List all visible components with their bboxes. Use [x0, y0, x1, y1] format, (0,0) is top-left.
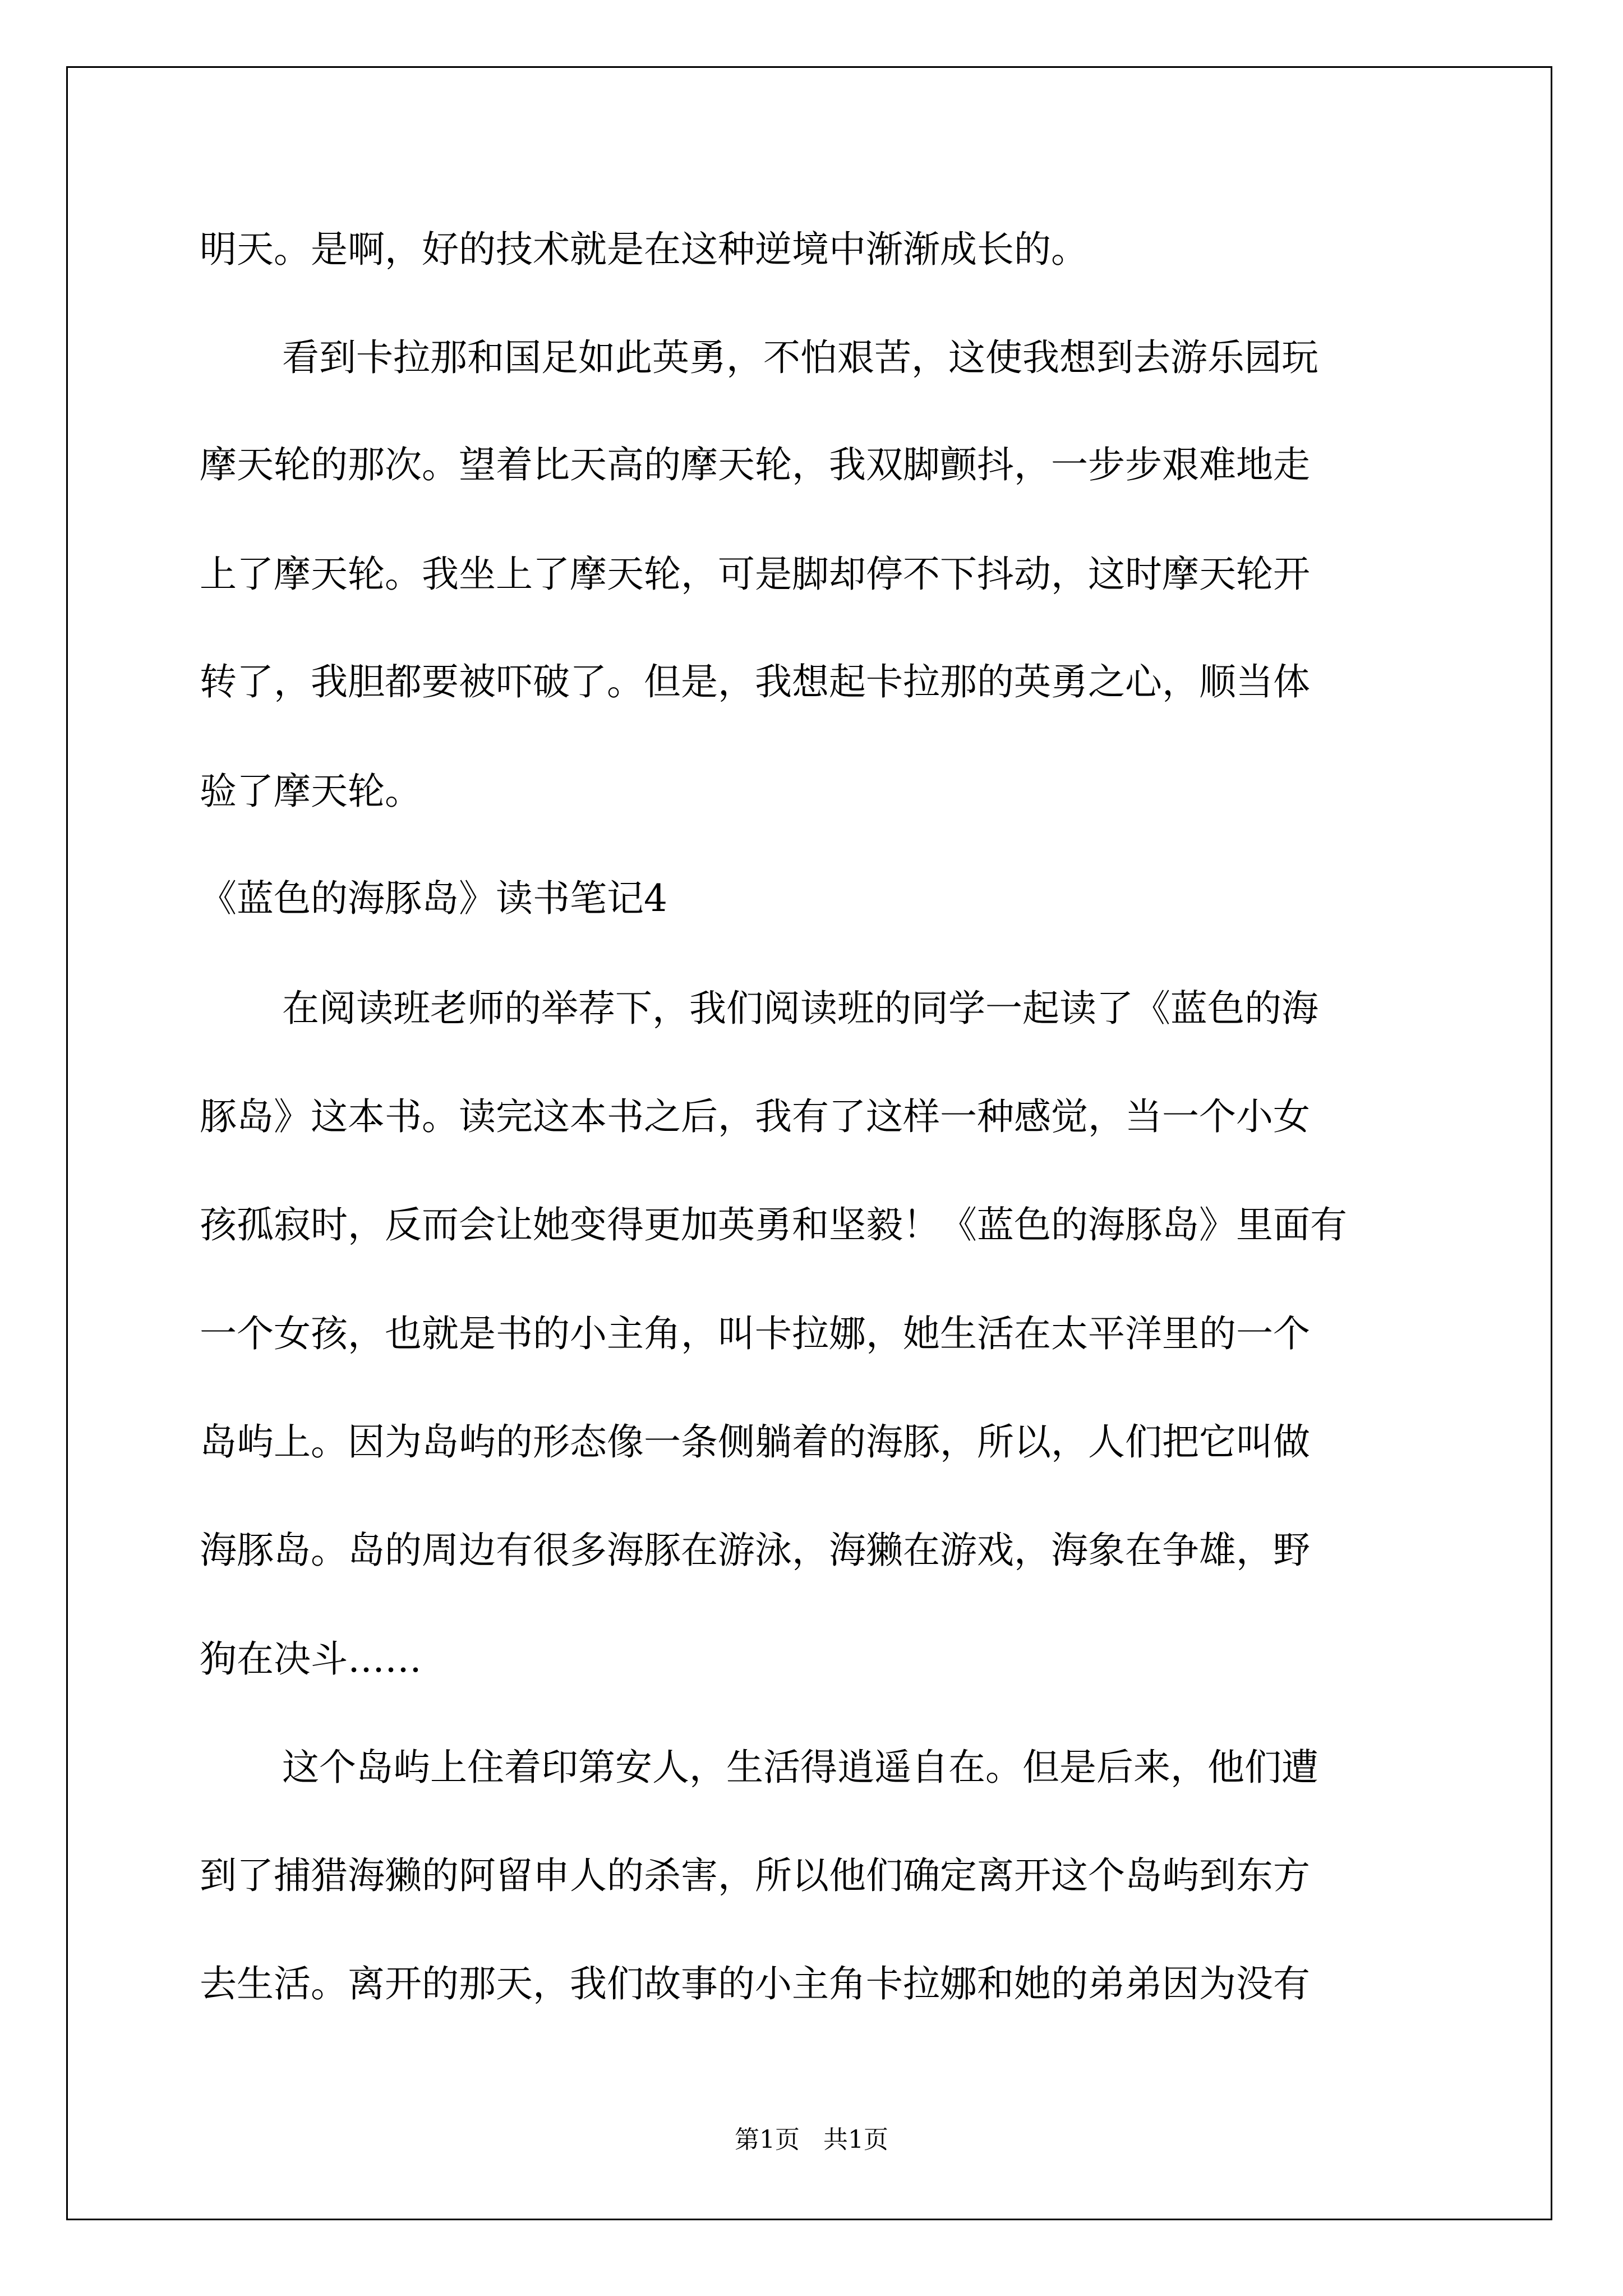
paragraph-first-line: 这个岛屿上住着印第安人，生活得逍遥自在。但是后来，他们遭: [282, 1746, 1318, 1789]
body-line: 豚岛》这本书。读完这本书之后，我有了这样一种感觉，当一个小女: [200, 1095, 1310, 1138]
body-line: 到了捕猎海獭的阿留申人的杀害，所以他们确定离开这个岛屿到东方: [200, 1854, 1310, 1897]
section-heading: 《蓝色的海豚岛》读书笔记4: [200, 877, 667, 920]
body-line: 孩孤寂时，反而会让她变得更加英勇和坚毅！《蓝色的海豚岛》里面有: [200, 1203, 1347, 1246]
body-line: 岛屿上。因为岛屿的形态像一条侧躺着的海豚，所以，人们把它叫做: [200, 1420, 1310, 1464]
page-number-footer: 第1页 共1页: [735, 2125, 888, 2154]
body-line: 验了摩天轮。: [200, 770, 422, 813]
paragraph-first-line: 在阅读班老师的举荐下，我们阅读班的同学一起读了《蓝色的海: [282, 987, 1318, 1030]
body-line: 摩天轮的那次。望着比天高的摩天轮，我双脚颤抖，一步步艰难地走: [200, 443, 1310, 486]
paragraph-first-line: 看到卡拉那和国足如此英勇，不怕艰苦，这使我想到去游乐园玩: [282, 336, 1318, 379]
body-line: 狗在决斗……: [200, 1637, 422, 1681]
body-line: 去生活。离开的那天，我们故事的小主角卡拉娜和她的弟弟因为没有: [200, 1962, 1310, 2005]
body-line: 海豚岛。岛的周边有很多海豚在游泳，海獭在游戏，海象在争雄，野: [200, 1529, 1310, 1572]
body-line: 一个女孩，也就是书的小主角，叫卡拉娜，她生活在太平洋里的一个: [200, 1312, 1310, 1355]
body-line: 转了，我胆都要被吓破了。但是，我想起卡拉那的英勇之心，顺当体: [200, 660, 1310, 703]
body-line: 明天。是啊，好的技术就是在这种逆境中渐渐成长的。: [200, 228, 1088, 271]
body-line: 上了摩天轮。我坐上了摩天轮，可是脚却停不下抖动，这时摩天轮开: [200, 553, 1310, 596]
